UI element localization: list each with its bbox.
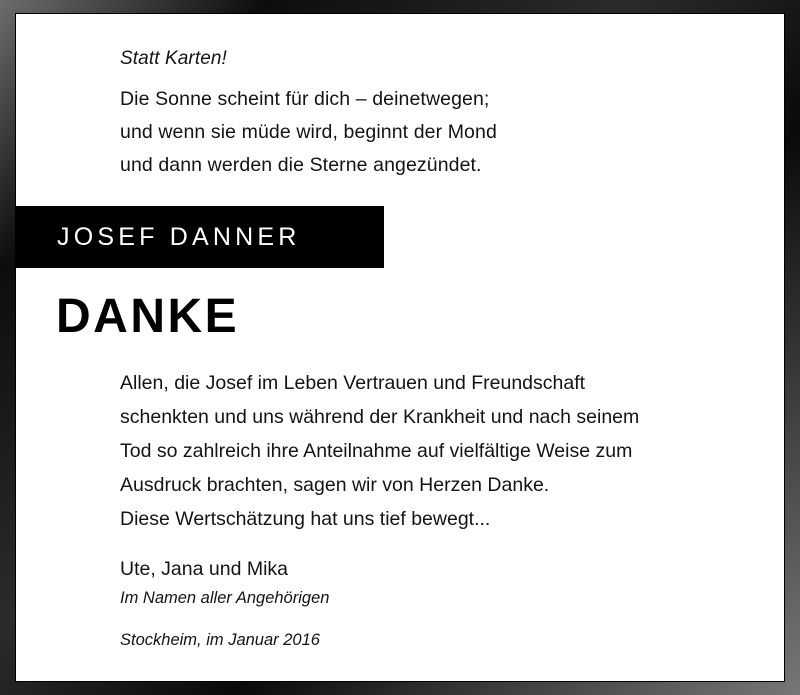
body-line-1: Allen, die Josef im Leben Vertrauen und Freundschaft <box>120 372 586 394</box>
deceased-name-bar <box>16 206 384 268</box>
poem-line-3: und dann werden die Sterne angezündet. <box>120 154 482 176</box>
notice-content <box>16 14 784 681</box>
body-line-4: Ausdruck brachten, sagen wir von Herzen Danke. <box>120 474 550 496</box>
page-title: DANKE <box>56 290 240 343</box>
poem-block <box>120 42 740 182</box>
body-line-5: Diese Wertschätzung hat uns tief bewegt... <box>120 508 491 530</box>
poem-line-1: Die Sonne scheint für dich – deinetwegen; <box>120 88 490 110</box>
thank-you-text <box>120 366 760 536</box>
body-line-3: Tod so zahlreich ihre Anteilnahme auf vielfältige Weise zum <box>120 440 633 462</box>
poem-line-2: und wenn sie müde wird, beginnt der Mond <box>120 121 497 143</box>
deceased-name: JOSEF DANNER <box>57 222 301 251</box>
body-line-2: schenkten und uns während der Krankheit und nach seinem <box>120 406 640 428</box>
notice-card <box>16 14 784 681</box>
poem-intro: Statt Karten! <box>120 48 227 69</box>
place-and-date: Stockheim, im Januar 2016 <box>120 631 320 649</box>
signer-note: Im Namen aller Angehörigen <box>120 589 330 607</box>
signer-names: Ute, Jana und Mika <box>120 558 289 580</box>
signature-block <box>120 554 760 612</box>
